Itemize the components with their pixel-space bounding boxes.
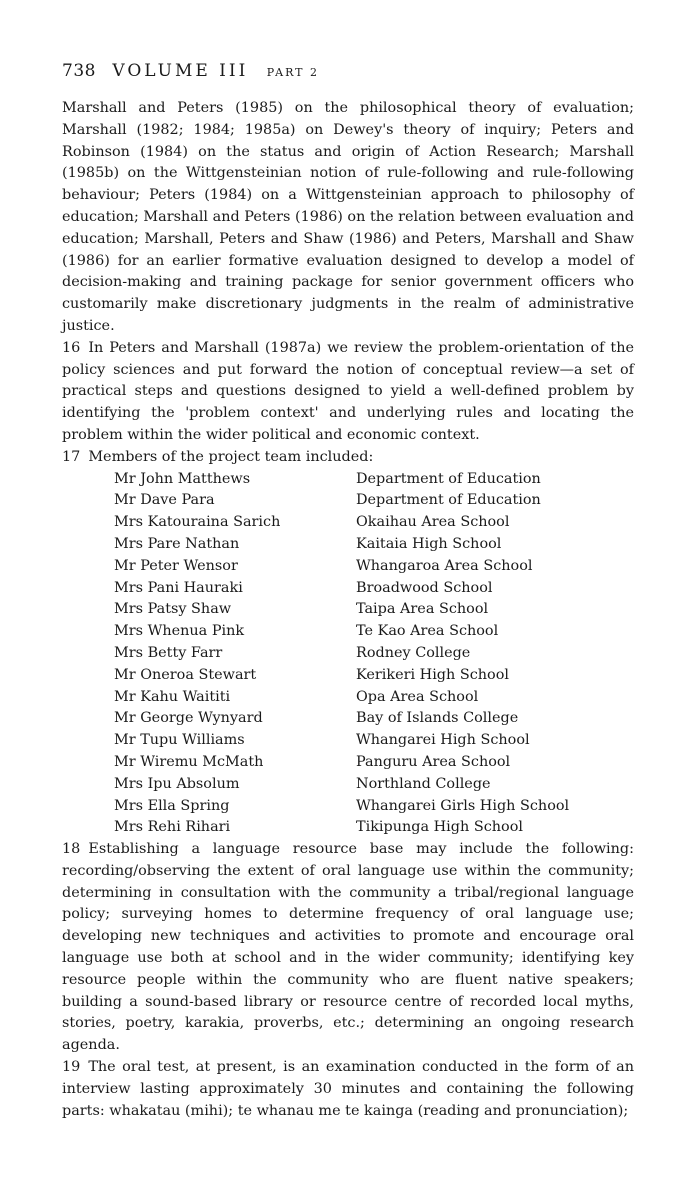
member-name: Mr Dave Para bbox=[114, 492, 215, 509]
member-row bbox=[114, 512, 634, 534]
intro-paragraph: Marshall and Peters (1985) on the philosophical theory of evaluation; Marshall (1982; 1984; 1985a) on Dewey's theory of inquiry; Peters and Robinson (1984) on the status and origin of Action Research; Marshall (1985b) on the Wittgensteinian notion of rule-following and rule-following behaviour; Peters (1984) on a Wittgensteinian approach to philosophy of education; Marshall and Peters (1986) on the relation between evaluation and education; Marshall, Peters and Shaw (1986) and Peters, Marshall and Shaw (1986) for an earlier formative evaluation designed to develop a model of decision-making and training package for senior government officers who customarily make discretionary judgments in the realm of administrative justice. bbox=[62, 100, 634, 334]
member-row bbox=[114, 708, 634, 730]
member-name: Mr George Wynyard bbox=[114, 710, 263, 727]
note-text: In Peters and Marshall (1987a) we review the problem-orientation of the policy sciences and put forward the notion of conceptual review—a set of practical steps and questions designed to yield a well-defined problem by identifying the 'problem context' and underlying rules and locating the problem within the wider political and economic context. bbox=[62, 339, 634, 443]
note-number: 19 bbox=[62, 1059, 81, 1076]
page bbox=[62, 60, 634, 1122]
member-school: Department of Education bbox=[356, 470, 541, 487]
member-school: Te Kao Area School bbox=[356, 623, 499, 640]
note-19 bbox=[62, 1057, 634, 1122]
member-row bbox=[114, 534, 634, 556]
member-name: Mr Tupu Williams bbox=[114, 732, 245, 749]
member-school: Tikipunga High School bbox=[356, 819, 523, 836]
note-16 bbox=[62, 338, 634, 447]
member-row bbox=[114, 578, 634, 600]
note-17 bbox=[62, 447, 634, 469]
member-name: Mrs Pare Nathan bbox=[114, 535, 240, 552]
note-number: 18 bbox=[62, 841, 81, 858]
note-text: The oral test, at present, is an examination conducted in the form of an interview lasting approximately 30 minutes and containing the following parts: whakatau (mihi); te whanau me te kainga (reading and pronunciation); bbox=[62, 1059, 634, 1119]
member-school: Kerikeri High School bbox=[356, 666, 509, 683]
member-row bbox=[114, 774, 634, 796]
part-label: PART 2 bbox=[266, 66, 319, 79]
member-school: Bay of Islands College bbox=[356, 710, 519, 727]
member-row bbox=[114, 665, 634, 687]
member-name: Mr Peter Wensor bbox=[114, 557, 238, 574]
member-row bbox=[114, 469, 634, 491]
member-row bbox=[114, 643, 634, 665]
member-row bbox=[114, 621, 634, 643]
member-name: Mrs Ella Spring bbox=[114, 797, 230, 814]
member-name: Mrs Pani Hauraki bbox=[114, 579, 243, 596]
member-school: Opa Area School bbox=[356, 688, 479, 705]
volume-title: VOLUME III bbox=[112, 61, 249, 81]
member-name: Mrs Ipu Absolum bbox=[114, 775, 240, 792]
member-row bbox=[114, 556, 634, 578]
member-school: Taipa Area School bbox=[356, 601, 489, 618]
page-number: 738 bbox=[62, 61, 96, 81]
member-school: Kaitaia High School bbox=[356, 535, 502, 552]
note-text: Members of the project team included: bbox=[88, 448, 374, 465]
member-row bbox=[114, 817, 634, 839]
note-number: 16 bbox=[62, 339, 81, 356]
running-head bbox=[62, 60, 634, 84]
note-18 bbox=[62, 839, 634, 1057]
member-row bbox=[114, 730, 634, 752]
member-school: Okaihau Area School bbox=[356, 514, 510, 531]
member-row bbox=[114, 796, 634, 818]
project-team-list bbox=[114, 469, 634, 840]
member-school: Department of Education bbox=[356, 492, 541, 509]
member-school: Whangarei Girls High School bbox=[356, 797, 570, 814]
member-name: Mrs Betty Farr bbox=[114, 644, 223, 661]
member-row bbox=[114, 752, 634, 774]
member-school: Broadwood School bbox=[356, 579, 493, 596]
member-name: Mr Oneroa Stewart bbox=[114, 666, 257, 683]
member-row bbox=[114, 599, 634, 621]
member-school: Panguru Area School bbox=[356, 753, 511, 770]
member-name: Mr Kahu Waititi bbox=[114, 688, 231, 705]
member-name: Mrs Whenua Pink bbox=[114, 623, 245, 640]
member-school: Whangarei High School bbox=[356, 732, 530, 749]
member-name: Mrs Katouraina Sarich bbox=[114, 514, 281, 531]
note-text: Establishing a language resource base may include the following: recording/observing the extent of oral language use within the community; determining in consultation with the community a tribal/regional language policy; surveying homes to determine frequency of oral language use; developing new techniques and activities to promote and encourage oral language use both at school and in the wider community; identifying key resource people within the community who are fluent native speakers; building a sound-based library or resource centre of recorded local myths, stories, poetry, karakia, proverbs, etc.; determining an ongoing research agenda. bbox=[62, 841, 634, 1054]
member-school: Northland College bbox=[356, 775, 491, 792]
member-name: Mr John Matthews bbox=[114, 470, 251, 487]
note-number: 17 bbox=[62, 448, 81, 465]
member-name: Mr Wiremu McMath bbox=[114, 753, 264, 770]
member-row bbox=[114, 490, 634, 512]
member-row bbox=[114, 687, 634, 709]
member-name: Mrs Rehi Rihari bbox=[114, 819, 231, 836]
member-name: Mrs Patsy Shaw bbox=[114, 601, 232, 618]
member-school: Whangaroa Area School bbox=[356, 557, 533, 574]
member-school: Rodney College bbox=[356, 644, 471, 661]
